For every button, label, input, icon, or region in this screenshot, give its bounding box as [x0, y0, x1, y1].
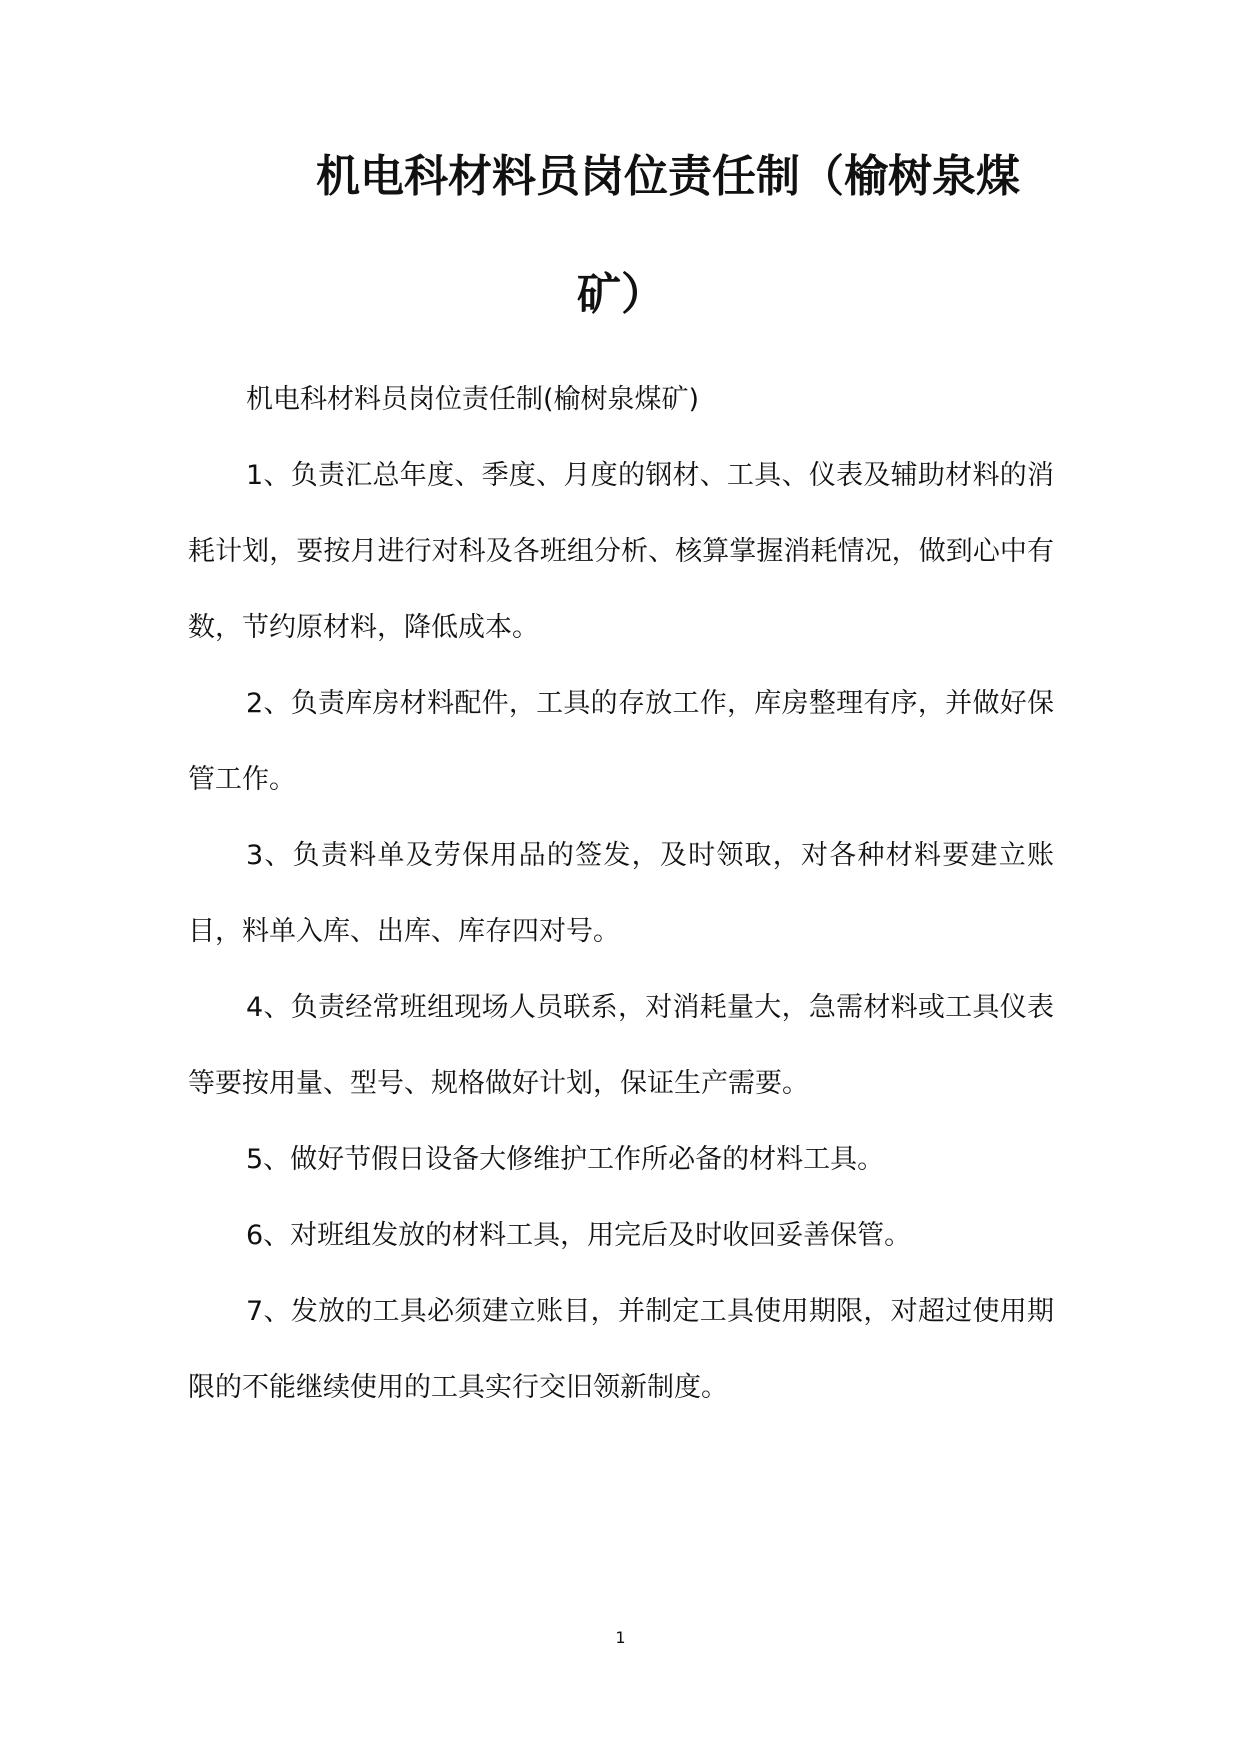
- list-item-4: 4、负责经常班组现场人员联系，对消耗量大，急需材料或工具仪表等要按用量、型号、规格做好计划，保证生产需要。: [188, 992, 1054, 1099]
- list-item-5: 5、做好节假日设备大修维护工作所必备的材料工具。: [246, 1144, 885, 1175]
- list-item-1: 1、负责汇总年度、季度、月度的钢材、工具、仪表及辅助材料的消耗计划，要按月进行对科及各班组分析、核算掌握消耗情况，做到心中有数，节约原材料，降低成本。: [188, 460, 1054, 643]
- list-item-6: 6、对班组发放的材料工具，用完后及时收回妥善保管。: [246, 1220, 912, 1251]
- page-number: 1: [615, 1628, 626, 1647]
- document-title-line-2: 矿）: [577, 269, 665, 320]
- list-item-7: 7、发放的工具必须建立账目，并制定工具使用期限，对超过使用期限的不能继续使用的工具实行交旧领新制度。: [188, 1296, 1054, 1403]
- list-item-2: 2、负责库房材料配件，工具的存放工作，库房整理有序，并做好保管工作。: [188, 688, 1054, 795]
- document-subtitle: 机电科材料员岗位责任制(榆树泉煤矿): [246, 384, 700, 415]
- list-item-3: 3、负责料单及劳保用品的签发，及时领取，对各种材料要建立账目，料单入库、出库、库存四对号。: [188, 840, 1054, 947]
- document-title-line-1: 机电科材料员岗位责任制（榆树泉煤: [316, 151, 1020, 202]
